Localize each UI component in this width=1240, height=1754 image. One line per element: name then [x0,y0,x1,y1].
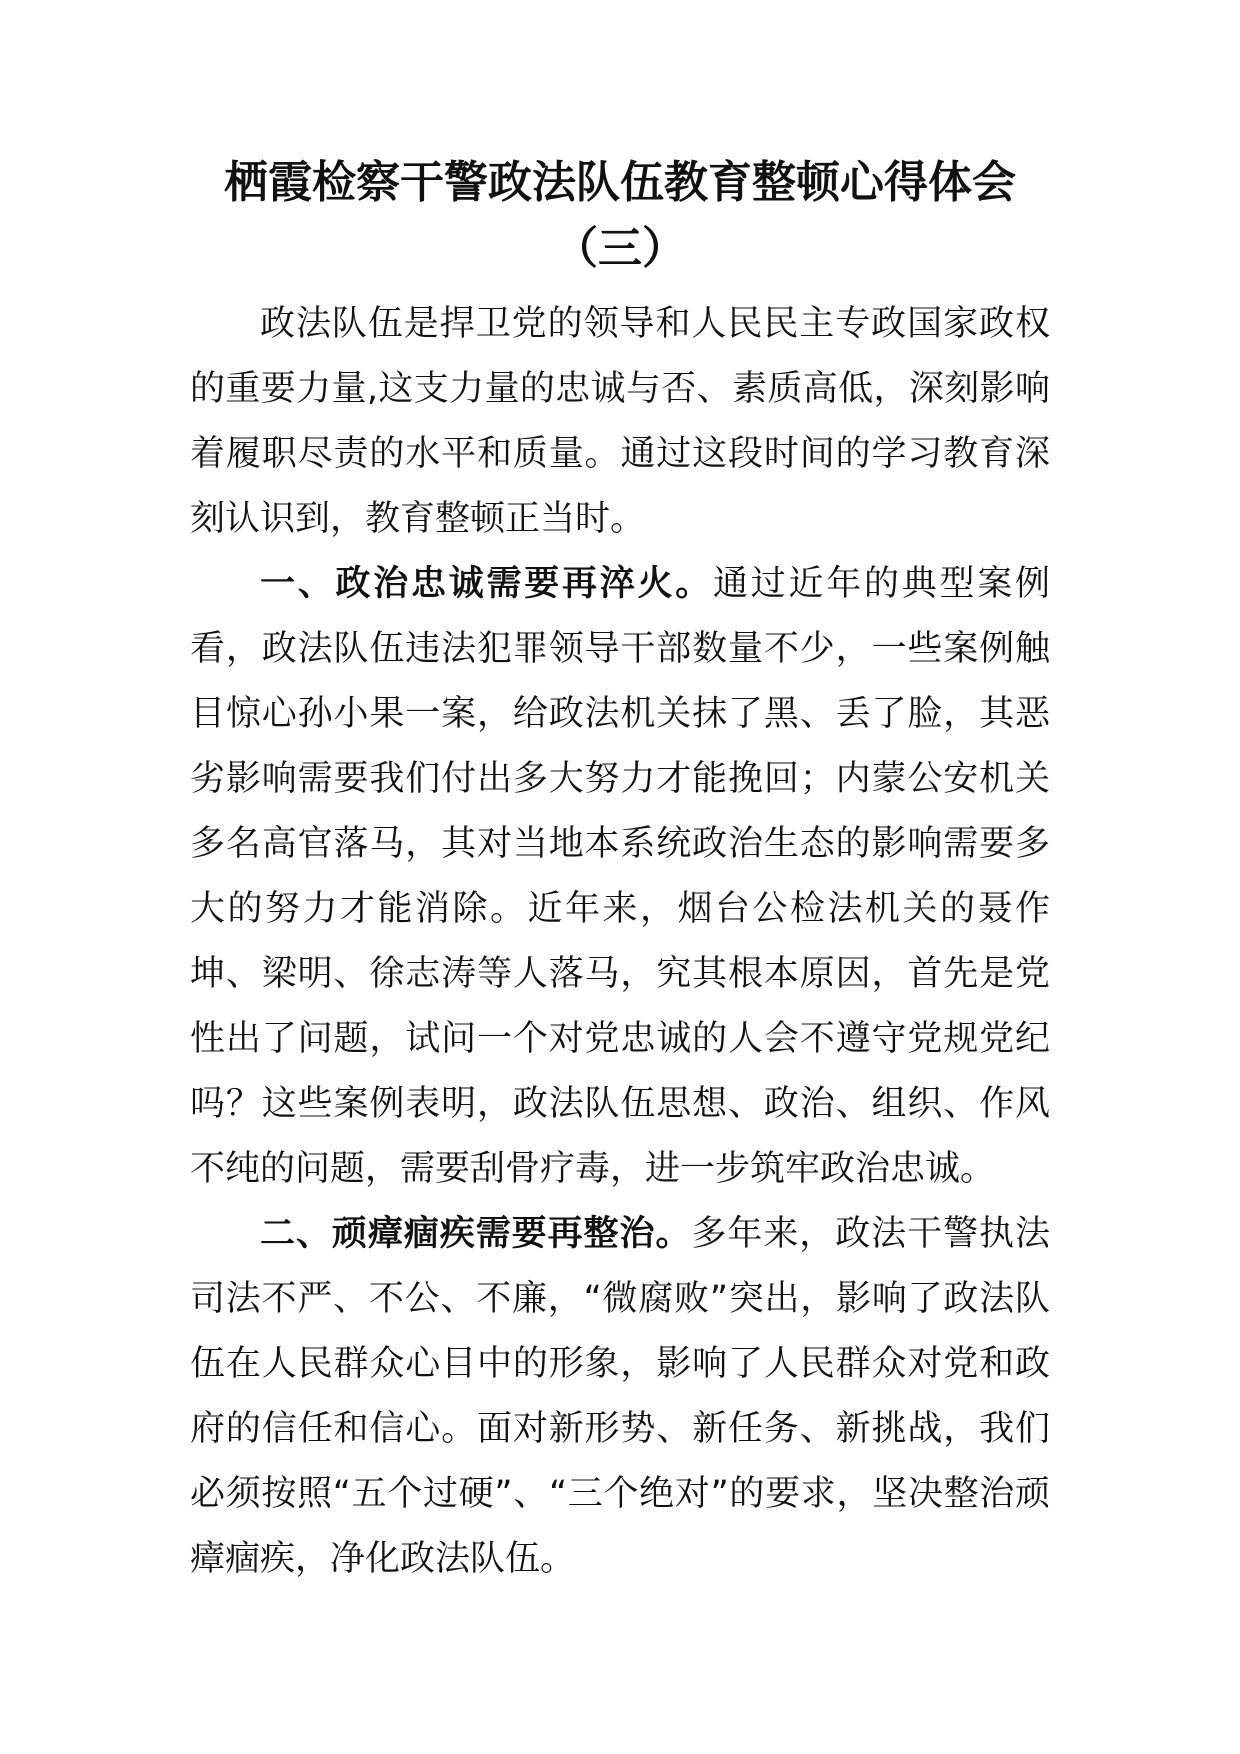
paragraph-text: 通过近年的典型案例看，政法队伍违法犯罪领导干部数量不少，一些案例触目惊心孙小果一案，给政法机关抹了黑、丢了脸，其恶劣影响需要我们付出多大努力才能挽回；内蒙公安机关多名高官落马，其对当地本系统政治生态的影响需要多大的努力才能消除。近年来，烟台公检法机关的聂作坤、梁明、徐志涛等人落马，究其根本原因，首先是党性出了问题，试问一个对党忠诚的人会不遵守党规党纪吗？这些案例表明，政法队伍思想、政治、组织、作风不纯的问题，需要刮骨疗毒，进一步筑牢政治忠诚。 [190,564,1050,1189]
document-title [190,150,1050,282]
section-heading: 二、顽瘴痼疾需要再整治。 [260,1214,692,1254]
paragraph-text: 多年来，政法干警执法司法不严、不公、不廉，“微腐败”突出，影响了政法队伍在人民群众心目中的形象，影响了人民群众对党和政府的信任和信心。面对新形势、新任务、新挑战，我们必须按照“五个过硬”、“三个绝对”的要求，坚决整治顽瘴痼疾，净化政法队伍。 [190,1214,1050,1579]
title-line-2: （三） [554,223,686,274]
paragraph-intro [190,292,1050,552]
section-heading: 一、政治忠诚需要再淬火。 [260,564,713,604]
paragraph-text: 政法队伍是捍卫党的领导和人民民主专政国家政权的重要力量,这支力量的忠诚与否、素质高低，深刻影响着履职尽责的水平和质量。通过这段时间的学习教育深刻认识到，教育整顿正当时。 [190,304,1050,539]
paragraph-section-2 [190,1202,1050,1592]
document-page [190,150,1050,1592]
document-body [190,292,1050,1592]
title-line-1: 栖霞检察干警政法队伍教育整顿心得体会 [224,157,1016,208]
paragraph-section-1 [190,552,1050,1202]
